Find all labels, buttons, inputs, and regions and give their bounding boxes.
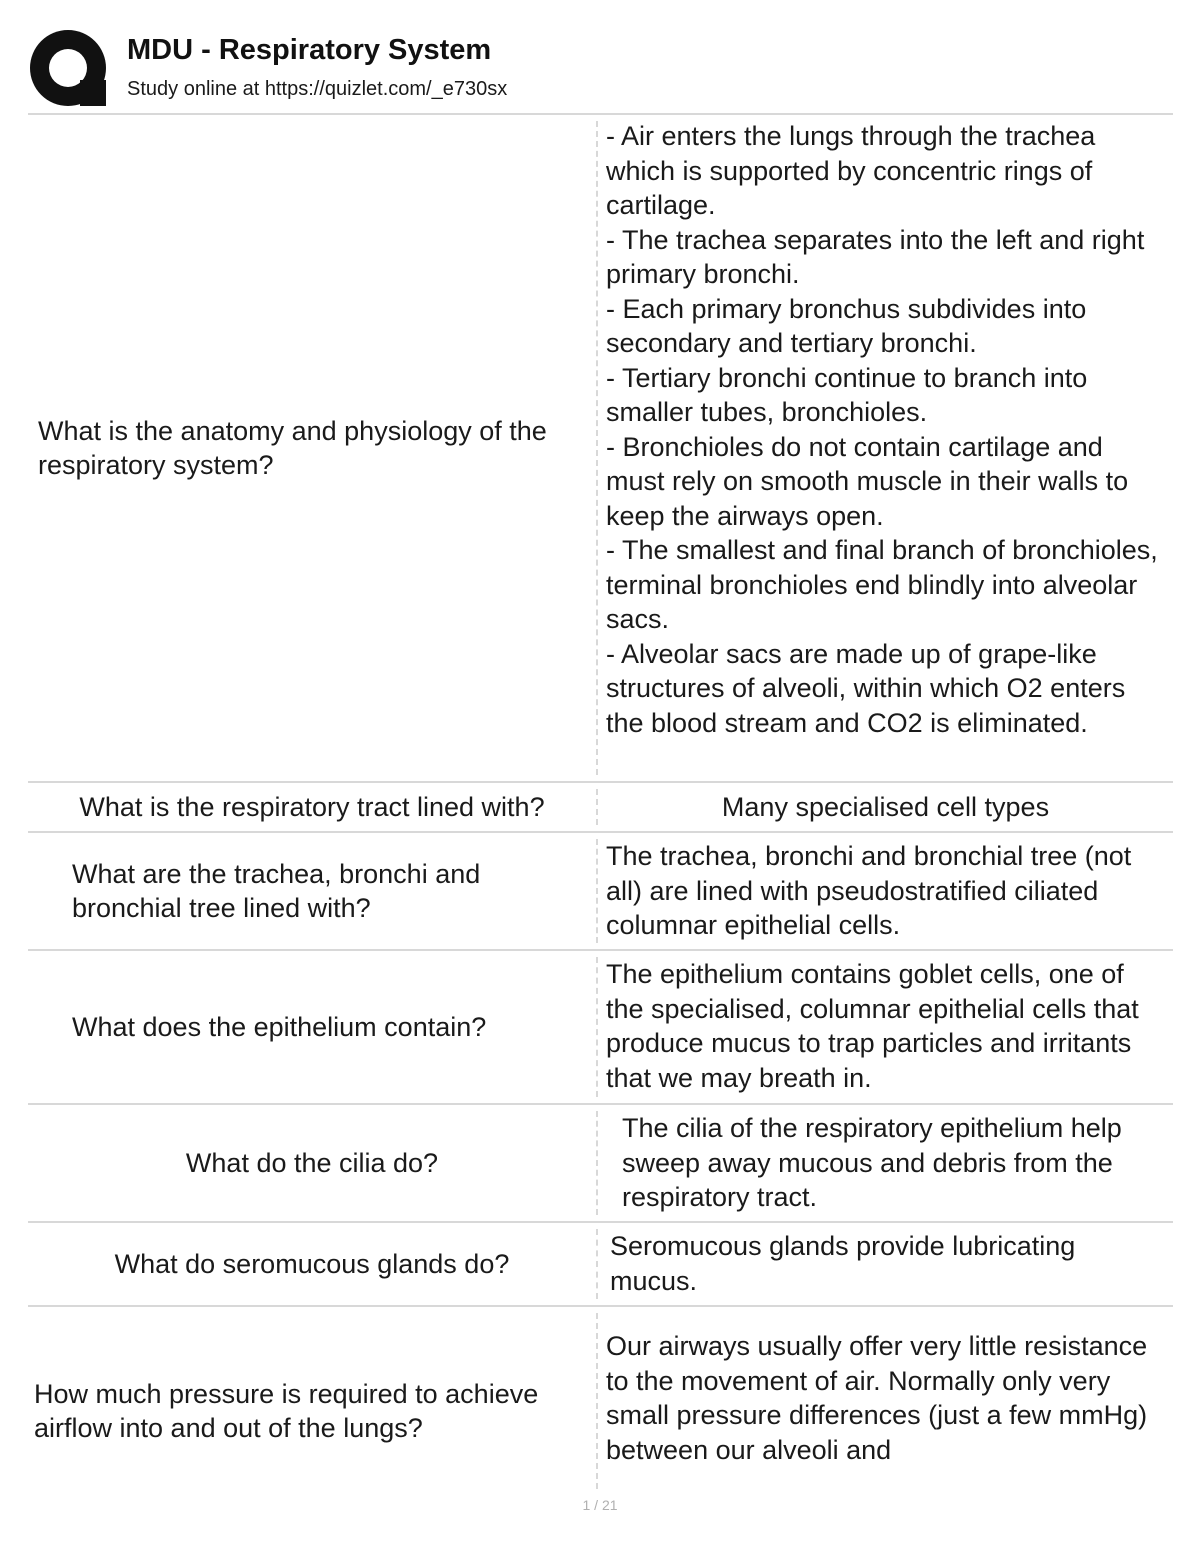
question-text: What do seromucous glands do? xyxy=(114,1248,510,1279)
answer-line: - Each primary bronchus subdivides into secondary and tertiary bronchi. xyxy=(606,293,1087,358)
page-number: 1 / 21 xyxy=(582,1497,618,1513)
answer-line: - Bronchioles do not contain cartilage and must rely on smooth muscle in their walls to keep the airways open. xyxy=(606,431,1129,531)
answer-line: The trachea, bronchi and bronchial tree (not all) are lined with pseudostratified ciliated columnar epithelial cells. xyxy=(606,841,1132,940)
card-row xyxy=(28,113,1173,781)
answer-line: Seromucous glands provide lubricating mucus. xyxy=(610,1231,1076,1296)
card-question xyxy=(28,1105,596,1221)
quizlet-q-logo-icon xyxy=(30,30,106,106)
study-online-link-text: Study online at https://quizlet.com/_e730sx xyxy=(127,78,508,100)
card-question xyxy=(28,1307,596,1495)
card-row xyxy=(28,949,1173,1103)
card-question xyxy=(28,783,596,831)
document-title: MDU - Respiratory System xyxy=(127,34,492,66)
card-answer xyxy=(598,1105,1173,1221)
card-row xyxy=(28,1221,1173,1305)
card-answer xyxy=(598,1223,1173,1305)
card-row xyxy=(28,1305,1173,1495)
question-text: What do the cilia do? xyxy=(185,1147,439,1178)
card-answer xyxy=(598,783,1173,831)
answer-line: The cilia of the respiratory epithelium help sweep away mucous and debris from the respiratory tract. xyxy=(622,1113,1122,1212)
question-text: What are the trachea, bronchi and bronchial tree lined with? xyxy=(72,858,481,923)
answer-line: Many specialised cell types xyxy=(721,791,1050,822)
card-question xyxy=(28,833,596,949)
card-question xyxy=(28,115,596,781)
card-row xyxy=(28,831,1173,949)
question-text: How much pressure is required to achieve airflow into and out of the lungs? xyxy=(34,1378,539,1443)
card-answer xyxy=(598,951,1173,1103)
card-answer xyxy=(598,115,1173,781)
card-answer xyxy=(598,1307,1173,1495)
flashcard-table xyxy=(28,113,1173,1495)
card-row xyxy=(28,781,1173,831)
answer-line: The epithelium contains goblet cells, one of the specialised, columnar epithelial cells that produce mucus to trap particles and irritants that we may breath in. xyxy=(606,959,1139,1093)
answer-line: - Air enters the lungs through the trachea which is supported by concentric rings of cartilage. xyxy=(606,121,1096,220)
page-header xyxy=(30,28,1170,110)
answer-line: - Tertiary bronchi continue to branch into smaller tubes, bronchioles. xyxy=(606,362,1088,427)
card-answer xyxy=(598,833,1173,949)
answer-line: - The trachea separates into the left and right primary bronchi. xyxy=(606,224,1145,289)
card-row xyxy=(28,1103,1173,1221)
card-question xyxy=(28,951,596,1103)
card-question xyxy=(28,1223,596,1305)
question-text: What is the respiratory tract lined with? xyxy=(79,791,545,822)
answer-line: - The smallest and final branch of bronchioles, terminal bronchioles end blindly into alveolar sacs. xyxy=(606,535,1158,634)
question-text: What does the epithelium contain? xyxy=(72,1011,487,1042)
answer-line: Our airways usually offer very little resistance to the movement of air. Normally only very small pressure differences (just a few mmHg) between our alveoli and xyxy=(606,1331,1148,1465)
question-text: What is the anatomy and physiology of the respiratory system? xyxy=(38,415,547,480)
answer-line: - Alveolar sacs are made up of grape-like structures of alveoli, within which O2 enters the blood stream and CO2 is eliminated. xyxy=(606,638,1126,738)
